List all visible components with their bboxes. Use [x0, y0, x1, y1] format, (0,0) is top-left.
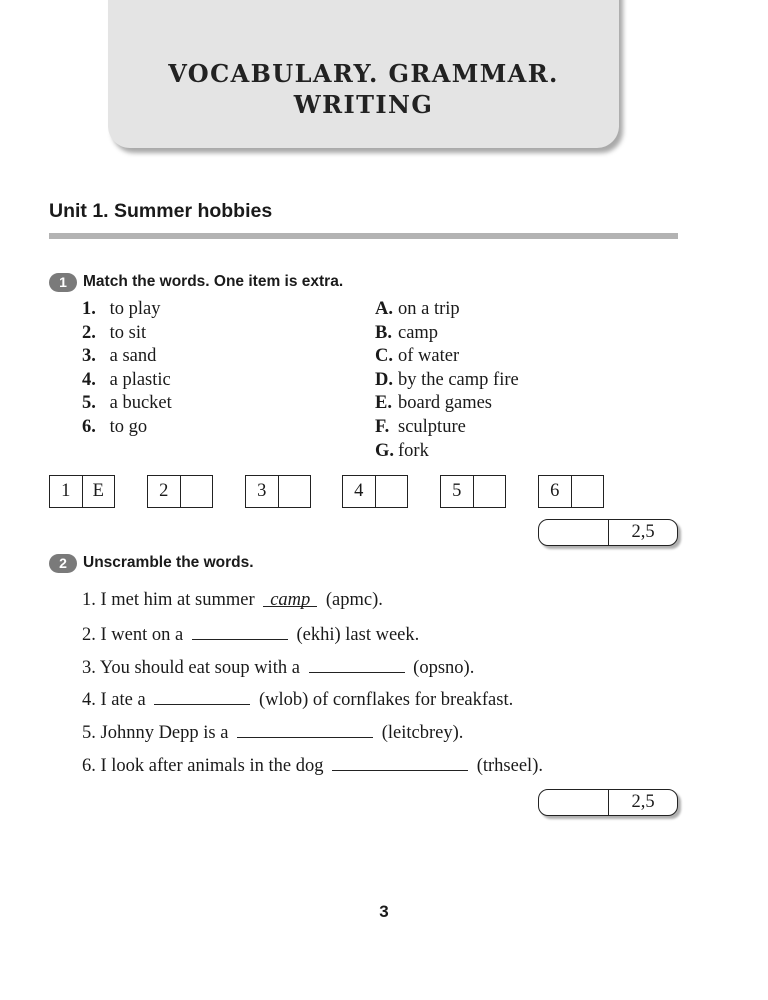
sentence-start: I went on a — [100, 624, 184, 645]
item-text: by the camp fire — [398, 369, 519, 390]
sentence-end: (trhseel). — [476, 755, 543, 776]
unit-title: Unit 1. Summer hobbies — [49, 200, 273, 222]
match-right-item — [375, 416, 519, 440]
item-number: 6. — [82, 416, 96, 437]
answer-input-cell[interactable] — [375, 476, 408, 507]
match-right-item — [375, 322, 519, 346]
exercise-instruction: Unscramble the words. — [83, 554, 254, 571]
answer-pair — [49, 475, 115, 508]
match-left-item — [82, 416, 172, 440]
item-text: to play — [109, 299, 161, 319]
score-input-cell[interactable] — [539, 520, 609, 545]
item-text: fork — [398, 440, 429, 461]
sentence-number: 6. — [82, 755, 96, 776]
section-title-line2: WRITING — [293, 90, 434, 119]
item-letter: A. — [375, 299, 393, 319]
sentence-end: (apmc). — [325, 590, 383, 610]
answer-number-cell: 4 — [354, 481, 364, 501]
match-right-item — [375, 392, 519, 416]
match-left-item — [82, 322, 172, 346]
item-text: a plastic — [109, 369, 171, 390]
answer-input-cell[interactable] — [180, 476, 213, 507]
item-text: to sit — [109, 322, 147, 343]
answer-blank[interactable]: camp — [263, 588, 317, 607]
item-number: 5. — [82, 393, 96, 414]
item-text: a bucket — [109, 393, 172, 414]
answer-blank[interactable] — [309, 654, 405, 673]
answer-pair — [538, 475, 604, 508]
match-right-item — [375, 369, 519, 393]
answer-blank[interactable] — [332, 752, 468, 771]
answer-pair — [147, 475, 213, 508]
item-text: of water — [398, 346, 460, 367]
sentence-item — [82, 752, 543, 785]
item-number: 4. — [82, 369, 96, 390]
answer-grid — [49, 475, 609, 509]
match-left-item — [82, 369, 172, 393]
item-letter: F. — [375, 416, 390, 437]
max-score: 2,5 — [631, 792, 655, 812]
score-input-cell[interactable] — [539, 790, 609, 815]
match-right-item — [375, 440, 519, 464]
sentence-item — [82, 588, 543, 621]
sentence-number: 2. — [82, 624, 96, 645]
match-left-item — [82, 392, 172, 416]
match-right-column — [375, 298, 519, 463]
item-letter: D. — [375, 369, 393, 390]
item-letter: E. — [375, 393, 392, 414]
sentence-start: I met him at summer — [100, 590, 255, 610]
exercise-instruction: Match the words. One item is extra. — [83, 273, 344, 290]
sentence-start: You should eat soup with a — [99, 657, 300, 678]
answer-number-cell: 2 — [159, 481, 169, 501]
answer-blank[interactable] — [192, 621, 288, 640]
answer-input-cell[interactable]: E — [82, 476, 115, 507]
answer-input-cell[interactable] — [278, 476, 311, 507]
page-number: 3 — [379, 902, 389, 921]
score-box-exercise-1 — [538, 519, 678, 546]
sentence-item — [82, 654, 543, 687]
max-score: 2,5 — [631, 522, 655, 542]
item-text: a sand — [109, 346, 157, 367]
item-letter: C. — [375, 346, 393, 367]
exercise-number-badge: 2 — [49, 554, 77, 573]
exercise-2-header — [49, 553, 254, 573]
sentence-item — [82, 686, 543, 719]
exercise-1-header — [49, 272, 343, 292]
score-box-exercise-2 — [538, 789, 678, 816]
sentence-number: 3. — [82, 657, 96, 678]
answer-blank[interactable] — [237, 719, 373, 738]
item-number: 3. — [82, 346, 96, 367]
match-right-item — [375, 345, 519, 369]
sentence-number: 4. — [82, 690, 96, 711]
match-right-item — [375, 298, 519, 322]
item-text: board games — [398, 393, 493, 414]
answer-number-cell: 3 — [257, 481, 267, 501]
item-text: on a trip — [398, 299, 460, 319]
sentence-end: (ekhi) last week. — [296, 624, 420, 645]
answer-input-cell[interactable] — [571, 476, 604, 507]
answer-input-cell[interactable] — [473, 476, 506, 507]
answer-pair — [440, 475, 506, 508]
unit-divider — [49, 233, 678, 239]
item-text: to go — [109, 416, 148, 437]
sentence-item — [82, 621, 543, 654]
answer-number-cell: 1 — [61, 481, 71, 501]
match-left-item — [82, 298, 172, 322]
section-title — [108, 58, 619, 120]
sentence-start: I ate a — [100, 690, 146, 711]
sentence-start: I look after animals in the dog — [100, 755, 324, 776]
item-number: 1. — [82, 299, 96, 319]
answer-number-cell: 6 — [550, 481, 560, 501]
exercise-number-badge: 1 — [49, 273, 77, 292]
sentence-end: (opsno). — [413, 657, 475, 678]
item-text: camp — [398, 322, 439, 343]
item-letter: G. — [375, 440, 395, 461]
answer-blank[interactable] — [154, 686, 250, 705]
item-text: sculpture — [398, 416, 466, 437]
sentence-end: (wlob) of cornflakes for breakfast. — [258, 690, 514, 711]
answer-number-cell: 5 — [452, 481, 462, 501]
answer-pair — [342, 475, 408, 508]
item-letter: B. — [375, 322, 392, 343]
item-number: 2. — [82, 322, 96, 343]
answer-pair — [245, 475, 311, 508]
sentence-number: 1. — [82, 590, 96, 610]
sentence-end: (leitcbrey). — [381, 723, 464, 744]
unscramble-sentences — [82, 588, 543, 785]
match-left-item — [82, 345, 172, 369]
sentence-item — [82, 719, 543, 752]
section-title-line1: VOCABULARY. GRAMMAR. — [168, 59, 559, 88]
sentence-number: 5. — [82, 723, 96, 744]
match-left-column — [82, 298, 172, 440]
sentence-start: Johnny Depp is a — [100, 723, 229, 744]
